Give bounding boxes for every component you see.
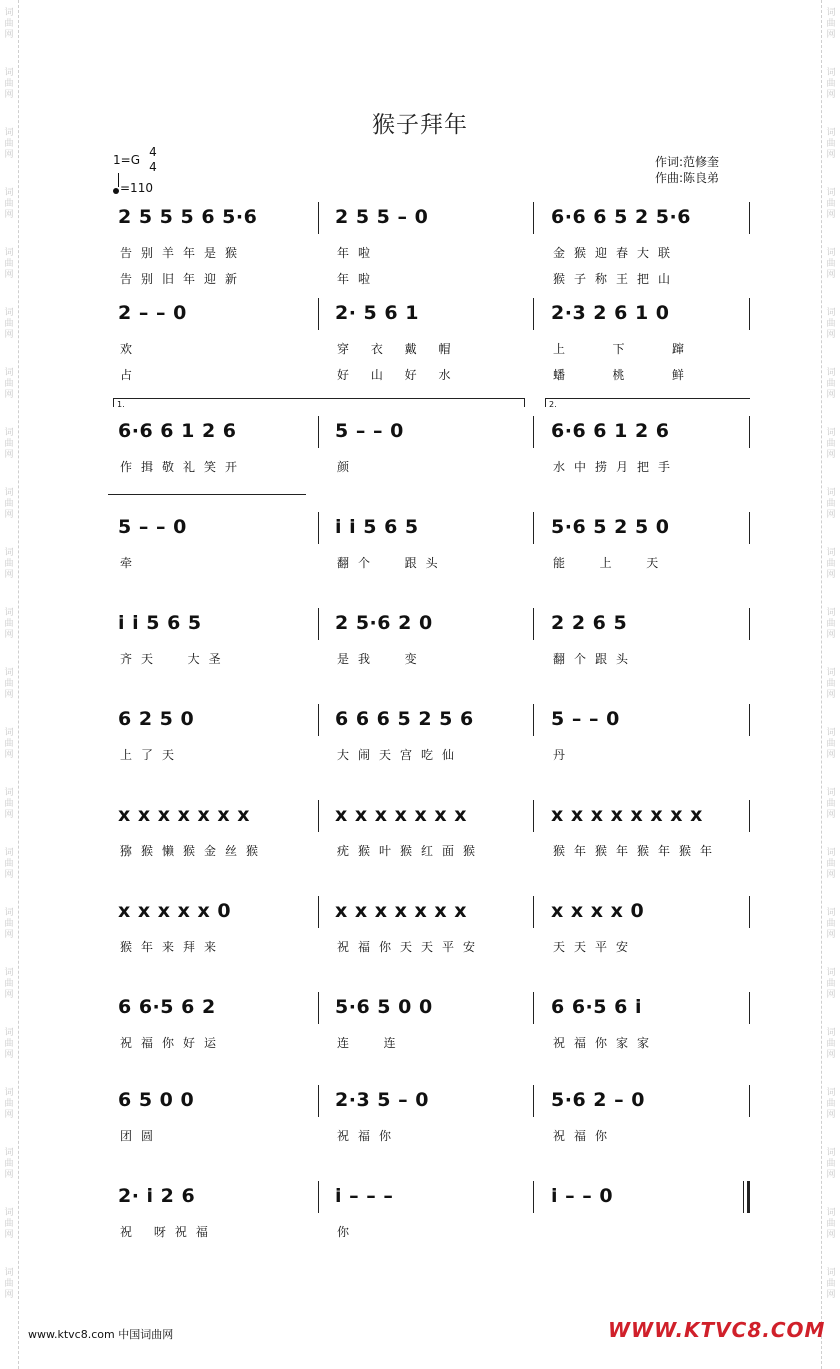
final-barline — [747, 1181, 750, 1213]
barline — [318, 1085, 319, 1117]
measure-notes: i – – – — [335, 1185, 394, 1207]
barline — [533, 298, 534, 330]
watermark-text: 词曲网 — [4, 608, 14, 640]
measure-notes: x x x x x x x — [335, 804, 467, 826]
watermark-text: 词曲网 — [4, 488, 14, 520]
key-signature: 1=G — [113, 153, 140, 167]
measure-notes: 2 5 5 5 6 5·6 — [118, 206, 258, 228]
measure-notes: 6 6 6 5 2 5 6 — [335, 708, 474, 730]
barline — [318, 704, 319, 736]
measure-notes: i i 5 6 5 — [118, 612, 202, 634]
barline — [749, 704, 750, 736]
measure-notes: 5 – – 0 — [335, 420, 404, 442]
watermark-text: 词曲网 — [826, 248, 836, 280]
watermark-text: 词曲网 — [826, 608, 836, 640]
watermark-text: 词曲网 — [4, 1148, 14, 1180]
watermark-text: 词曲网 — [4, 368, 14, 400]
watermark-text: 词曲网 — [826, 1028, 836, 1060]
barline — [318, 896, 319, 928]
watermark-text: 词曲网 — [4, 68, 14, 100]
lyric-line: 年啦 — [337, 272, 380, 286]
watermark-text: 词曲网 — [4, 8, 14, 40]
time-signature-bottom: 4 — [149, 160, 157, 174]
barline — [749, 800, 750, 832]
measure-notes: 5·6 5 2 5 0 — [551, 516, 670, 538]
watermark-text: 词曲网 — [4, 1028, 14, 1060]
watermark-text: 词曲网 — [826, 968, 836, 1000]
lyric-line: 祝 呀祝福 — [120, 1225, 217, 1239]
lyric-line: 祝福你天天平安 — [337, 940, 485, 954]
time-signature-top: 4 — [149, 145, 157, 159]
watermark-text: 词曲网 — [826, 1088, 836, 1120]
measure-notes: 6·6 6 1 2 6 — [118, 420, 237, 442]
barline — [533, 512, 534, 544]
measure-notes: 5 – – 0 — [118, 516, 187, 538]
measure-notes: 2 5·6 2 0 — [335, 612, 433, 634]
lyric-line: 上了天 — [120, 748, 184, 762]
ending-bracket-continuation — [108, 494, 306, 503]
barline — [533, 704, 534, 736]
watermark-text: 词曲网 — [826, 548, 836, 580]
lyric-line: 年啦 — [337, 246, 380, 260]
watermark-text: 词曲网 — [4, 248, 14, 280]
lyric-line: 水中捞月把手 — [553, 460, 680, 474]
barline — [749, 992, 750, 1024]
barline — [533, 416, 534, 448]
watermark-text: 词曲网 — [826, 1268, 836, 1300]
measure-notes: x x x x x x x — [335, 900, 467, 922]
composer-credit: 作曲:陈良弟 — [655, 171, 720, 185]
time-signature — [146, 145, 160, 175]
measure-notes: 6 5 0 0 — [118, 1089, 195, 1111]
barline — [533, 1181, 534, 1213]
measure-notes: 2· 5 6 1 — [335, 302, 419, 324]
measure-notes: 5 – – 0 — [551, 708, 620, 730]
measure-notes: 5·6 2 – 0 — [551, 1089, 645, 1111]
lyric-line: 牵 — [120, 556, 142, 570]
watermark-text: 词曲网 — [4, 548, 14, 580]
first-ending-bracket — [113, 398, 525, 407]
watermark-text: 词曲网 — [826, 428, 836, 460]
final-barline-thin — [743, 1181, 744, 1213]
measure-notes: 2 5 5 – 0 — [335, 206, 429, 228]
measure-notes: 6 6·5 6 i — [551, 996, 642, 1018]
lyric-line: 作揖敬礼笑开 — [120, 460, 247, 474]
measure-notes: 2·3 2 6 1 0 — [551, 302, 670, 324]
watermark-text: 词曲网 — [826, 8, 836, 40]
barline — [318, 1181, 319, 1213]
watermark-text: 词曲网 — [4, 1268, 14, 1300]
watermark-text: 词曲网 — [4, 788, 14, 820]
lyric-line: 翻个跟头 — [553, 652, 638, 666]
lyric-line: 疣猴叶猴红面猴 — [337, 844, 485, 858]
watermark-text: 词曲网 — [826, 488, 836, 520]
lyric-line: 猴子称王把山 — [553, 272, 680, 286]
watermark-text: 词曲网 — [4, 428, 14, 460]
measure-notes: 6·6 6 5 2 5·6 — [551, 206, 691, 228]
lyric-line: 穿 衣 戴 帽 — [337, 342, 460, 356]
barline — [749, 512, 750, 544]
measure-notes: x x x x x 0 — [118, 900, 232, 922]
song-title: 猴子拜年 — [372, 112, 468, 138]
watermark-text: 词曲网 — [4, 1088, 14, 1120]
barline — [533, 992, 534, 1024]
lyric-line: 颜 — [337, 460, 359, 474]
lyric-line: 能 上 天 — [553, 556, 668, 570]
lyric-line: 好 山 好 水 — [337, 368, 460, 382]
lyric-line: 连 连 — [337, 1036, 405, 1050]
lyricist-credit: 作词:范修奎 — [655, 155, 720, 169]
barline — [749, 298, 750, 330]
barline — [533, 1085, 534, 1117]
watermark-text: 词曲网 — [826, 308, 836, 340]
lyric-line: 猴年来拜来 — [120, 940, 226, 954]
lyric-line: 大闹天宫吃仙 — [337, 748, 464, 762]
barline — [318, 992, 319, 1024]
watermark-text: 词曲网 — [826, 788, 836, 820]
measure-notes: x x x x x x x x — [551, 804, 703, 826]
tempo-value: =110 — [120, 181, 153, 195]
barline — [533, 896, 534, 928]
measure-notes: 6·6 6 1 2 6 — [551, 420, 670, 442]
lyric-line: 祝福你家家 — [553, 1036, 659, 1050]
watermark-text: 词曲网 — [826, 668, 836, 700]
footer-logo: WWW.KTVC8.COM — [608, 1318, 826, 1342]
watermark-text: 词曲网 — [826, 1208, 836, 1240]
lyric-line: 金猴迎春大联 — [553, 246, 680, 260]
barline — [318, 202, 319, 234]
barline — [318, 512, 319, 544]
measure-notes: x x x x 0 — [551, 900, 645, 922]
measure-notes: x x x x x x x — [118, 804, 250, 826]
measure-notes: 6 2 5 0 — [118, 708, 195, 730]
barline — [318, 608, 319, 640]
barline — [318, 298, 319, 330]
watermark-text: 词曲网 — [826, 368, 836, 400]
barline — [533, 608, 534, 640]
lyric-line: 猴年猴年猴年猴年 — [553, 844, 722, 858]
watermark-text: 词曲网 — [826, 1148, 836, 1180]
lyric-line: 祝福你 — [553, 1129, 617, 1143]
second-ending-number: 2. — [549, 400, 557, 409]
barline — [749, 608, 750, 640]
lyric-line: 你 — [337, 1225, 359, 1239]
watermark-text: 词曲网 — [4, 668, 14, 700]
quarter-note-icon — [113, 188, 119, 194]
lyric-line: 翻个 跟头 — [337, 556, 447, 570]
barline — [533, 800, 534, 832]
lyric-line: 祝福你好运 — [120, 1036, 226, 1050]
lyric-line: 丹 — [553, 748, 575, 762]
lyric-line: 是我 变 — [337, 652, 426, 666]
watermark-text: 词曲网 — [826, 68, 836, 100]
lyric-line: 上 下 蹿 — [553, 342, 693, 356]
watermark-text: 词曲网 — [4, 908, 14, 940]
tempo-mark — [113, 178, 153, 195]
watermark-text: 词曲网 — [826, 908, 836, 940]
watermark-text: 词曲网 — [4, 1208, 14, 1240]
barline — [749, 896, 750, 928]
measure-notes: i i 5 6 5 — [335, 516, 419, 538]
lyric-line: 蟠 桃 鲜 — [553, 368, 693, 382]
watermark-text: 词曲网 — [4, 968, 14, 1000]
watermark-text: 词曲网 — [826, 848, 836, 880]
footer-site-text: www.ktvc8.com 中国词曲网 — [28, 1328, 174, 1341]
watermark-text: 词曲网 — [4, 188, 14, 220]
lyric-line: 猕猴懒猴金丝猴 — [120, 844, 268, 858]
barline — [749, 1085, 750, 1117]
lyric-line: 欢 — [120, 342, 142, 356]
lyric-line: 团圆 — [120, 1129, 163, 1143]
barline — [318, 800, 319, 832]
watermark-text: 词曲网 — [826, 728, 836, 760]
barline — [318, 416, 319, 448]
lyric-line: 占 — [120, 368, 142, 382]
measure-notes: 2· i 2 6 — [118, 1185, 196, 1207]
barline — [533, 202, 534, 234]
lyric-line: 天天平安 — [553, 940, 638, 954]
lyric-line: 齐天 大圣 — [120, 652, 230, 666]
measure-notes: i – – 0 — [551, 1185, 614, 1207]
measure-notes: 5·6 5 0 0 — [335, 996, 433, 1018]
first-ending-number: 1. — [117, 400, 125, 409]
second-ending-bracket — [545, 398, 750, 407]
barline — [749, 202, 750, 234]
watermark-text: 词曲网 — [4, 128, 14, 160]
watermark-text: 词曲网 — [826, 188, 836, 220]
measure-notes: 2·3 5 – 0 — [335, 1089, 429, 1111]
watermark-text: 词曲网 — [4, 848, 14, 880]
lyric-line: 告别旧年迎新 — [120, 272, 247, 286]
lyric-line: 告别羊年是猴 — [120, 246, 247, 260]
watermark-text: 词曲网 — [4, 728, 14, 760]
measure-notes: 2 – – 0 — [118, 302, 187, 324]
lyric-line: 祝福你 — [337, 1129, 401, 1143]
watermark-text: 词曲网 — [826, 128, 836, 160]
measure-notes: 2 2 6 5 — [551, 612, 628, 634]
measure-notes: 6 6·5 6 2 — [118, 996, 216, 1018]
watermark-text: 词曲网 — [4, 308, 14, 340]
barline — [749, 416, 750, 448]
